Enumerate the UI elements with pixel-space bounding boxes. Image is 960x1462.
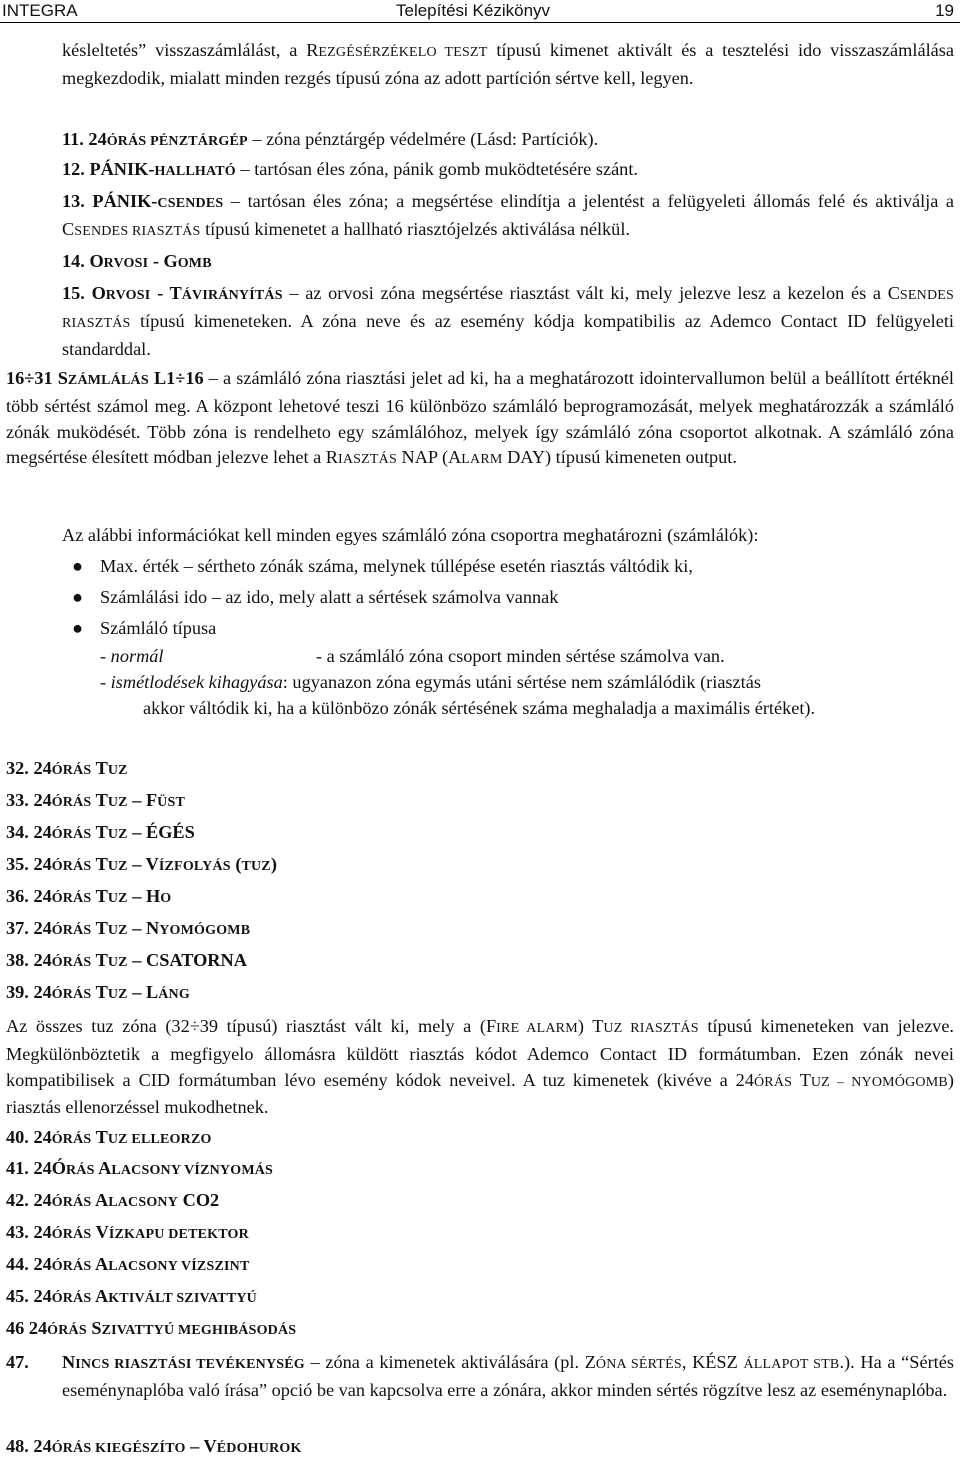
zone-type-39: 39. 24ÓRÁS TUZ – LÁNG (6, 982, 190, 1002)
zone-type-34: 34. 24ÓRÁS TUZ – ÉGÉS (6, 822, 195, 842)
page-header (0, 0, 960, 23)
zone-type-43: 43. 24ÓRÁS VÍZKAPU DETEKTOR (6, 1222, 249, 1242)
fire-zones-paragraph: Az összes tuz zóna (32÷39 típusú) riasztást vált ki, mely a (FIRE ALARM) TUZ RIASZTÁS típusú kimeneteken van jelezve. Megkülönböztetik a megfigyelo állomásra küldött riasztás kódot Ademco Contact ID formátumban. Ezen zónák nevei kompatibilisek a CID formátumban lévo esemény kódok neveivel. A tuz kimenetek (kivéve a 24ÓRÁS TUZ – NYOMÓGOMB) riasztás ellenorzéssel mukodhetnek. (6, 1016, 955, 1118)
zone-type-46: 46 24ÓRÁS SZIVATTYÚ MEGHIBÁSODÁS (6, 1318, 297, 1338)
zone-type-42: 42. 24ÓRÁS ALACSONY CO2 (6, 1190, 220, 1210)
zone-type-32: 32. 24ÓRÁS TUZ (6, 758, 128, 778)
zone-type-47-number: 47. (6, 1352, 29, 1372)
counter-type-normal: - normál - a számláló zóna csoport minden sértése számolva van. (100, 646, 725, 666)
zone-type-36: 36. 24ÓRÁS TUZ – HO (6, 886, 172, 906)
counter-type-skip-repeats: - ismétlodések kihagyása: ugyanazon zóna egymás utáni sértése nem számlálódik (riasztás akkor váltódik ki, ha a különbözo zónák sértésének száma meghaladja a maximális értéket). (100, 672, 816, 718)
zone-type-44: 44. 24ÓRÁS ALACSONY VÍZSZINT (6, 1254, 250, 1274)
header-title: Telepítési Kézikönyv (396, 1, 551, 20)
zone-type-48: 48. 24ÓRÁS KIEGÉSZÍTO – VÉDOHUROK (6, 1436, 302, 1456)
zone-type-13: 13. PÁNIK-CSENDES – tartósan éles zóna; a megsértése elindítja a jelentést a felügyeleti állomás felé és aktiválja a CSENDES RIASZTÁS típusú kimenetet a hallható riasztójelzés aktiválása nélkül. (62, 191, 954, 239)
zone-type-41: 41. 24ÓRÁS ALACSONY VÍZNYOMÁS (6, 1158, 274, 1178)
zone-type-40: 40. 24ÓRÁS TUZ ELLEORZO (6, 1127, 212, 1147)
zone-type-35: 35. 24ÓRÁS TUZ – VÍZFOLYÁS (TUZ) (6, 854, 277, 874)
zone-type-33: 33. 24ÓRÁS TUZ – FÜST (6, 790, 186, 810)
zone-type-12: 12. PÁNIK-HALLHATÓ – tartósan éles zóna, pánik gomb muködtetésére szánt. (62, 159, 638, 179)
zone-type-16-31: 16÷31 SZÁMLÁLÁS L1÷16 – a számláló zóna riasztási jelet ad ki, ha a meghatározott idointervallumon belül a beállított értéknél több sértést számol meg. A központ lehetové teszi 16 különbözo számláló beprogramozását, melyek meghatározzák a számláló zónák muködését. Több zóna is rendelheto egy számlálóhoz, melyek így számláló zóna csoportot alkotnak. A számláló zóna megsértése élesített módban jelezve lehet a RIASZTÁS NAP (ALARM DAY) típusú kimeneten output. (6, 368, 954, 468)
zone-type-11: 11. 24ÓRÁS PÉNZTÁRGÉP – zóna pénztárgép védelmére (Lásd: Partíciók). (62, 129, 599, 149)
zone-type-15: 15. ORVOSI - TÁVIRÁNYÍTÁS – az orvosi zóna megsértése riasztást vált ki, mely jelezve lesz a kezelon és a CSENDES RIASZTÁS típusú kimeneteken. A zóna neve és az esemény kódja kompatibilis az Ademco Contact ID felügyeleti standarddal. (62, 283, 955, 359)
page-number: 19 (935, 1, 954, 20)
counter-info-line: Az alábbi információkat kell minden egyes számláló zóna csoportra meghatározni (számlálók): (62, 525, 759, 545)
zone-type-47: NINCS RIASZTÁSI TEVÉKENYSÉG – zóna a kimenetek aktiválására (pl. ZÓNA SÉRTÉS, KÉSZ ÁLLAPOT STB.). Ha a “Sértés eseménynaplóba való írása” opció be van kapcsolva erre a zónára, akkor minden sértés rögzítve lesz az eseménynaplóba. (62, 1352, 954, 1400)
header-brand: INTEGRA (2, 1, 78, 20)
zone-type-14: 14. ORVOSI - GOMB (62, 251, 212, 271)
zone-type-45: 45. 24ÓRÁS AKTIVÁLT SZIVATTYÚ (6, 1286, 257, 1306)
zone-type-38: 38. 24ÓRÁS TUZ – CSATORNA (6, 950, 247, 970)
zone-type-37: 37. 24ÓRÁS TUZ – NYOMÓGOMB (6, 918, 251, 938)
intro-paragraph: késleltetés” visszaszámlálást, a REZGÉSÉRZÉKELO TESZT típusú kimenet aktivált és a tesztelési ido visszaszámlálása megkezdodik, mialatt minden rezgés típusú zóna az adott partíción sértve kell, legyen. (62, 40, 954, 88)
